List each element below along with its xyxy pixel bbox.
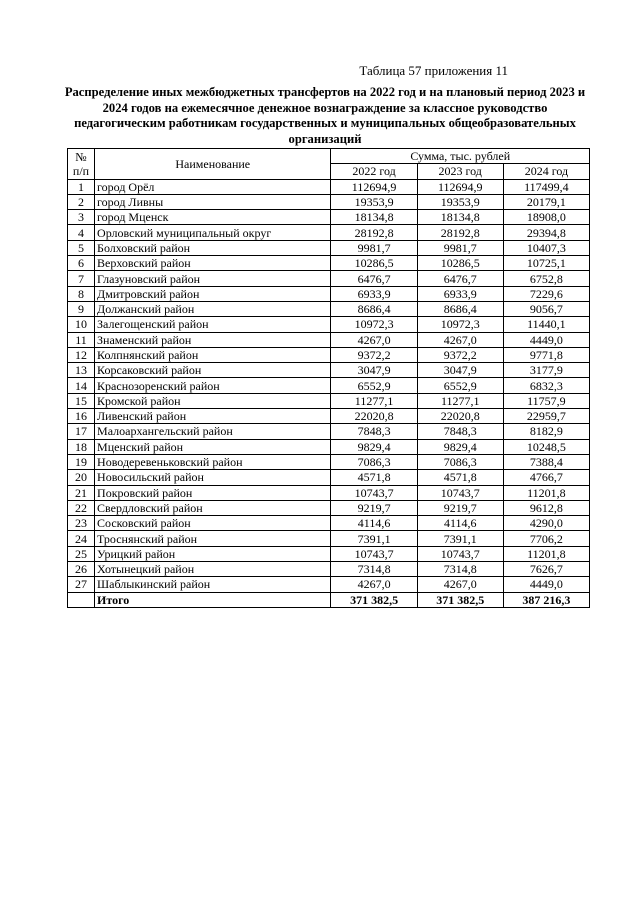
row-value-2024: 10248,5 <box>503 439 589 454</box>
header-num-line2: п/п <box>72 163 90 178</box>
row-number: 14 <box>68 378 95 393</box>
row-value-2023: 11277,1 <box>417 393 503 408</box>
row-name: город Ливны <box>95 194 331 209</box>
table-row <box>68 500 590 515</box>
row-number: 4 <box>68 225 95 240</box>
header-year-2024: 2024 год <box>503 164 589 179</box>
row-value-2024: 4449,0 <box>503 332 589 347</box>
row-value-2022: 19353,9 <box>331 194 417 209</box>
row-value-2023: 7314,8 <box>417 562 503 577</box>
row-number: 20 <box>68 470 95 485</box>
row-number: 18 <box>68 439 95 454</box>
table-row <box>68 210 590 225</box>
row-name: Орловский муниципальный округ <box>95 225 331 240</box>
row-value-2022: 112694,9 <box>331 179 417 194</box>
total-value-2024: 387 216,3 <box>503 592 589 607</box>
table-row <box>68 179 590 194</box>
row-name: Хотынецкий район <box>95 562 331 577</box>
header-year-2022: 2022 год <box>331 164 417 179</box>
table-row <box>68 393 590 408</box>
row-number: 8 <box>68 286 95 301</box>
table-caption: Таблица 57 приложения 11 <box>359 63 508 78</box>
row-value-2023: 9372,2 <box>417 347 503 362</box>
row-value-2022: 22020,8 <box>331 409 417 424</box>
row-name: Должанский район <box>95 301 331 316</box>
row-value-2024: 6752,8 <box>503 271 589 286</box>
table-row <box>68 240 590 255</box>
row-value-2023: 6933,9 <box>417 286 503 301</box>
row-value-2023: 9219,7 <box>417 500 503 515</box>
table-row <box>68 424 590 439</box>
row-value-2024: 11201,8 <box>503 485 589 500</box>
row-name: Сосковский район <box>95 516 331 531</box>
row-value-2024: 18908,0 <box>503 210 589 225</box>
row-value-2024: 20179,1 <box>503 194 589 209</box>
row-value-2022: 10743,7 <box>331 546 417 561</box>
row-value-2022: 6552,9 <box>331 378 417 393</box>
row-value-2023: 3047,9 <box>417 363 503 378</box>
table-row <box>68 439 590 454</box>
row-value-2023: 8686,4 <box>417 301 503 316</box>
row-number: 2 <box>68 194 95 209</box>
row-value-2023: 4267,0 <box>417 577 503 592</box>
total-number-cell <box>68 592 95 607</box>
table-row <box>68 546 590 561</box>
row-value-2024: 22959,7 <box>503 409 589 424</box>
table-row <box>68 577 590 592</box>
table-row <box>68 516 590 531</box>
row-value-2024: 11440,1 <box>503 317 589 332</box>
row-number: 16 <box>68 409 95 424</box>
row-value-2023: 10972,3 <box>417 317 503 332</box>
table-row <box>68 194 590 209</box>
row-name: Новосильский район <box>95 470 331 485</box>
row-number: 22 <box>68 500 95 515</box>
row-value-2024: 11201,8 <box>503 546 589 561</box>
row-value-2023: 19353,9 <box>417 194 503 209</box>
row-value-2022: 9372,2 <box>331 347 417 362</box>
row-number: 19 <box>68 454 95 469</box>
header-year-2023: 2023 год <box>417 164 503 179</box>
row-value-2023: 4571,8 <box>417 470 503 485</box>
row-name: Троснянский район <box>95 531 331 546</box>
row-number: 23 <box>68 516 95 531</box>
row-number: 17 <box>68 424 95 439</box>
row-value-2024: 11757,9 <box>503 393 589 408</box>
row-name: Залегощенский район <box>95 317 331 332</box>
row-value-2023: 7391,1 <box>417 531 503 546</box>
row-value-2024: 3177,9 <box>503 363 589 378</box>
row-number: 5 <box>68 240 95 255</box>
row-name: Корсаковский район <box>95 363 331 378</box>
row-value-2024: 29394,8 <box>503 225 589 240</box>
row-value-2022: 7848,3 <box>331 424 417 439</box>
table-row <box>68 301 590 316</box>
row-value-2022: 4267,0 <box>331 577 417 592</box>
row-value-2024: 8182,9 <box>503 424 589 439</box>
row-value-2023: 22020,8 <box>417 409 503 424</box>
row-name: Знаменский район <box>95 332 331 347</box>
row-number: 12 <box>68 347 95 362</box>
row-value-2023: 10743,7 <box>417 485 503 500</box>
table-row <box>68 531 590 546</box>
row-value-2024: 7626,7 <box>503 562 589 577</box>
row-value-2024: 9612,8 <box>503 500 589 515</box>
table-row <box>68 485 590 500</box>
row-value-2024: 9771,8 <box>503 347 589 362</box>
row-value-2022: 4114,6 <box>331 516 417 531</box>
row-value-2024: 7388,4 <box>503 454 589 469</box>
row-number: 6 <box>68 256 95 271</box>
table-row <box>68 562 590 577</box>
row-value-2022: 4267,0 <box>331 332 417 347</box>
row-value-2023: 7086,3 <box>417 454 503 469</box>
row-number: 1 <box>68 179 95 194</box>
row-name: Свердловский район <box>95 500 331 515</box>
transfers-table <box>67 148 590 608</box>
row-number: 7 <box>68 271 95 286</box>
row-value-2022: 10743,7 <box>331 485 417 500</box>
row-number: 10 <box>68 317 95 332</box>
row-value-2024: 7229,6 <box>503 286 589 301</box>
row-number: 11 <box>68 332 95 347</box>
row-value-2023: 112694,9 <box>417 179 503 194</box>
row-number: 15 <box>68 393 95 408</box>
row-number: 26 <box>68 562 95 577</box>
row-value-2023: 9829,4 <box>417 439 503 454</box>
total-value-2023: 371 382,5 <box>417 592 503 607</box>
table-total-row <box>68 592 590 607</box>
row-name: Малоархангельский район <box>95 424 331 439</box>
row-value-2022: 9981,7 <box>331 240 417 255</box>
row-value-2024: 10725,1 <box>503 256 589 271</box>
header-num-line1: № <box>75 149 87 164</box>
row-number: 3 <box>68 210 95 225</box>
row-value-2022: 9829,4 <box>331 439 417 454</box>
row-value-2022: 11277,1 <box>331 393 417 408</box>
row-value-2022: 6476,7 <box>331 271 417 286</box>
row-value-2022: 10972,3 <box>331 317 417 332</box>
row-value-2022: 18134,8 <box>331 210 417 225</box>
row-value-2023: 28192,8 <box>417 225 503 240</box>
table-row <box>68 286 590 301</box>
row-value-2024: 7706,2 <box>503 531 589 546</box>
row-value-2022: 10286,5 <box>331 256 417 271</box>
table-row <box>68 454 590 469</box>
row-value-2023: 6476,7 <box>417 271 503 286</box>
header-num <box>68 149 95 180</box>
row-value-2023: 9981,7 <box>417 240 503 255</box>
row-value-2023: 4267,0 <box>417 332 503 347</box>
row-name: Новодеревеньковский район <box>95 454 331 469</box>
row-value-2022: 7391,1 <box>331 531 417 546</box>
row-value-2024: 4449,0 <box>503 577 589 592</box>
total-value-2022: 371 382,5 <box>331 592 417 607</box>
row-number: 24 <box>68 531 95 546</box>
row-value-2022: 9219,7 <box>331 500 417 515</box>
row-value-2023: 6552,9 <box>417 378 503 393</box>
row-name: Ливенский район <box>95 409 331 424</box>
row-value-2022: 7314,8 <box>331 562 417 577</box>
row-value-2023: 4114,6 <box>417 516 503 531</box>
row-value-2024: 9056,7 <box>503 301 589 316</box>
row-value-2024: 6832,3 <box>503 378 589 393</box>
row-name: Болховский район <box>95 240 331 255</box>
row-number: 13 <box>68 363 95 378</box>
row-value-2022: 4571,8 <box>331 470 417 485</box>
row-name: Шаблыкинский район <box>95 577 331 592</box>
header-name: Наименование <box>95 149 331 180</box>
row-name: Краснозоренский район <box>95 378 331 393</box>
row-value-2024: 4290,0 <box>503 516 589 531</box>
total-label: Итого <box>95 592 331 607</box>
row-name: город Мценск <box>95 210 331 225</box>
table-body <box>68 179 590 607</box>
table-row <box>68 225 590 240</box>
row-value-2024: 10407,3 <box>503 240 589 255</box>
row-name: Верховский район <box>95 256 331 271</box>
row-value-2022: 3047,9 <box>331 363 417 378</box>
row-value-2023: 10743,7 <box>417 546 503 561</box>
header-sum: Сумма, тыс. рублей <box>331 149 590 164</box>
row-name: Урицкий район <box>95 546 331 561</box>
row-value-2023: 18134,8 <box>417 210 503 225</box>
table-row <box>68 347 590 362</box>
table-row <box>68 409 590 424</box>
row-number: 25 <box>68 546 95 561</box>
row-value-2022: 7086,3 <box>331 454 417 469</box>
row-name: Глазуновский район <box>95 271 331 286</box>
row-number: 27 <box>68 577 95 592</box>
row-name: Дмитровский район <box>95 286 331 301</box>
row-number: 9 <box>68 301 95 316</box>
table-row <box>68 317 590 332</box>
row-value-2023: 10286,5 <box>417 256 503 271</box>
row-value-2022: 6933,9 <box>331 286 417 301</box>
row-value-2023: 7848,3 <box>417 424 503 439</box>
table-row <box>68 378 590 393</box>
table-row <box>68 332 590 347</box>
row-number: 21 <box>68 485 95 500</box>
row-name: город Орёл <box>95 179 331 194</box>
table-row <box>68 256 590 271</box>
row-name: Покровский район <box>95 485 331 500</box>
table-row <box>68 271 590 286</box>
table-header-row-1 <box>68 149 590 164</box>
row-value-2024: 4766,7 <box>503 470 589 485</box>
row-name: Колпнянский район <box>95 347 331 362</box>
row-value-2022: 28192,8 <box>331 225 417 240</box>
row-value-2022: 8686,4 <box>331 301 417 316</box>
table-row <box>68 470 590 485</box>
row-name: Кромской район <box>95 393 331 408</box>
row-value-2024: 117499,4 <box>503 179 589 194</box>
document-title: Распределение иных межбюджетных трансфертов на 2022 год и на плановый период 2023 и 2024 годов на ежемесячное денежное вознаграждение за классное руководство педагогическим работникам государственных и муниципальных общеобразовательных организаций <box>64 85 586 146</box>
table-row <box>68 363 590 378</box>
row-name: Мценский район <box>95 439 331 454</box>
